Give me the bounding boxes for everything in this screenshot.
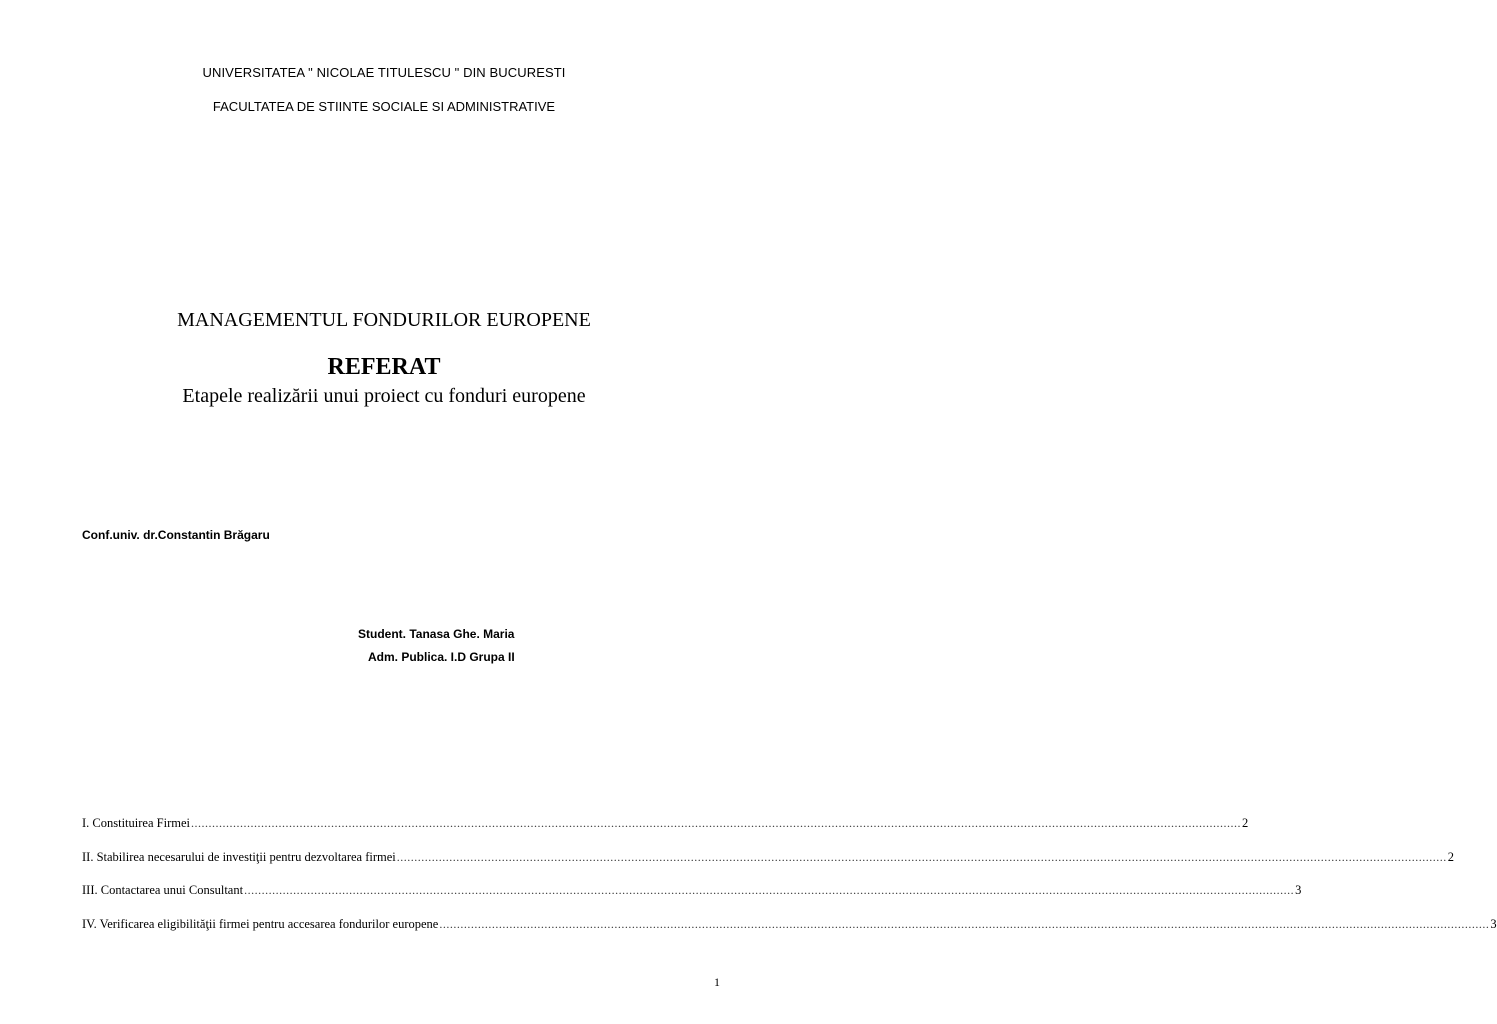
- university-name: UNIVERSITATEA " NICOLAE TITULESCU " DIN BUCURESTI: [202, 65, 566, 80]
- toc-entry[interactable]: [82, 816, 1249, 850]
- toc-leader-dots: ............................................................................................................................................................................................................................................................................................................: [396, 849, 1447, 864]
- toc-leader-dots: ............................................................................................................................................................................................................................................................................................................: [190, 816, 1241, 830]
- toc-entry-label: I. Constituirea Firmei: [82, 816, 190, 830]
- document-subject: Etapele realizării unui proiect cu fonduri europene: [182, 385, 586, 407]
- toc-entry[interactable]: [82, 883, 1302, 917]
- faculty-name: FACULTATEA DE STIINTE SOCIALE SI ADMINISTRATIVE: [212, 99, 556, 114]
- toc-entry-page: 3: [1295, 883, 1302, 897]
- document-kind: REFERAT: [327, 354, 441, 380]
- student-name: Student. Tanasa Ghe. Maria: [358, 627, 515, 641]
- course-title: MANAGEMENTUL FONDURILOR EUROPENE: [177, 309, 591, 331]
- toc-entry-label: III. Contactarea unui Consultant: [82, 883, 244, 897]
- professor-name: Conf.univ. dr.Constantin Brăgaru: [82, 528, 270, 542]
- toc-leader-dots: ............................................................................................................................................................................................................................................................................................................: [439, 916, 1490, 931]
- toc-entry[interactable]: [82, 916, 1497, 951]
- toc-leader-dots: ............................................................................................................................................................................................................................................................................................................: [244, 883, 1295, 897]
- student-group: Adm. Publica. I.D Grupa II: [368, 650, 515, 664]
- toc-entry-label: IV. Verificarea eligibilităţii firmei pentru accesarea fondurilor europene: [82, 916, 439, 931]
- toc-entry-page: 2: [1447, 849, 1455, 864]
- page-number: 1: [714, 975, 720, 989]
- toc-entry-label: II. Stabilirea necesarului de investiţii pentru dezvoltarea firmei: [82, 849, 396, 864]
- toc-entry-page: 3: [1490, 916, 1497, 931]
- toc-entry-page: 2: [1241, 816, 1249, 830]
- table-of-contents: [82, 816, 1497, 950]
- toc-entry[interactable]: [82, 849, 1455, 884]
